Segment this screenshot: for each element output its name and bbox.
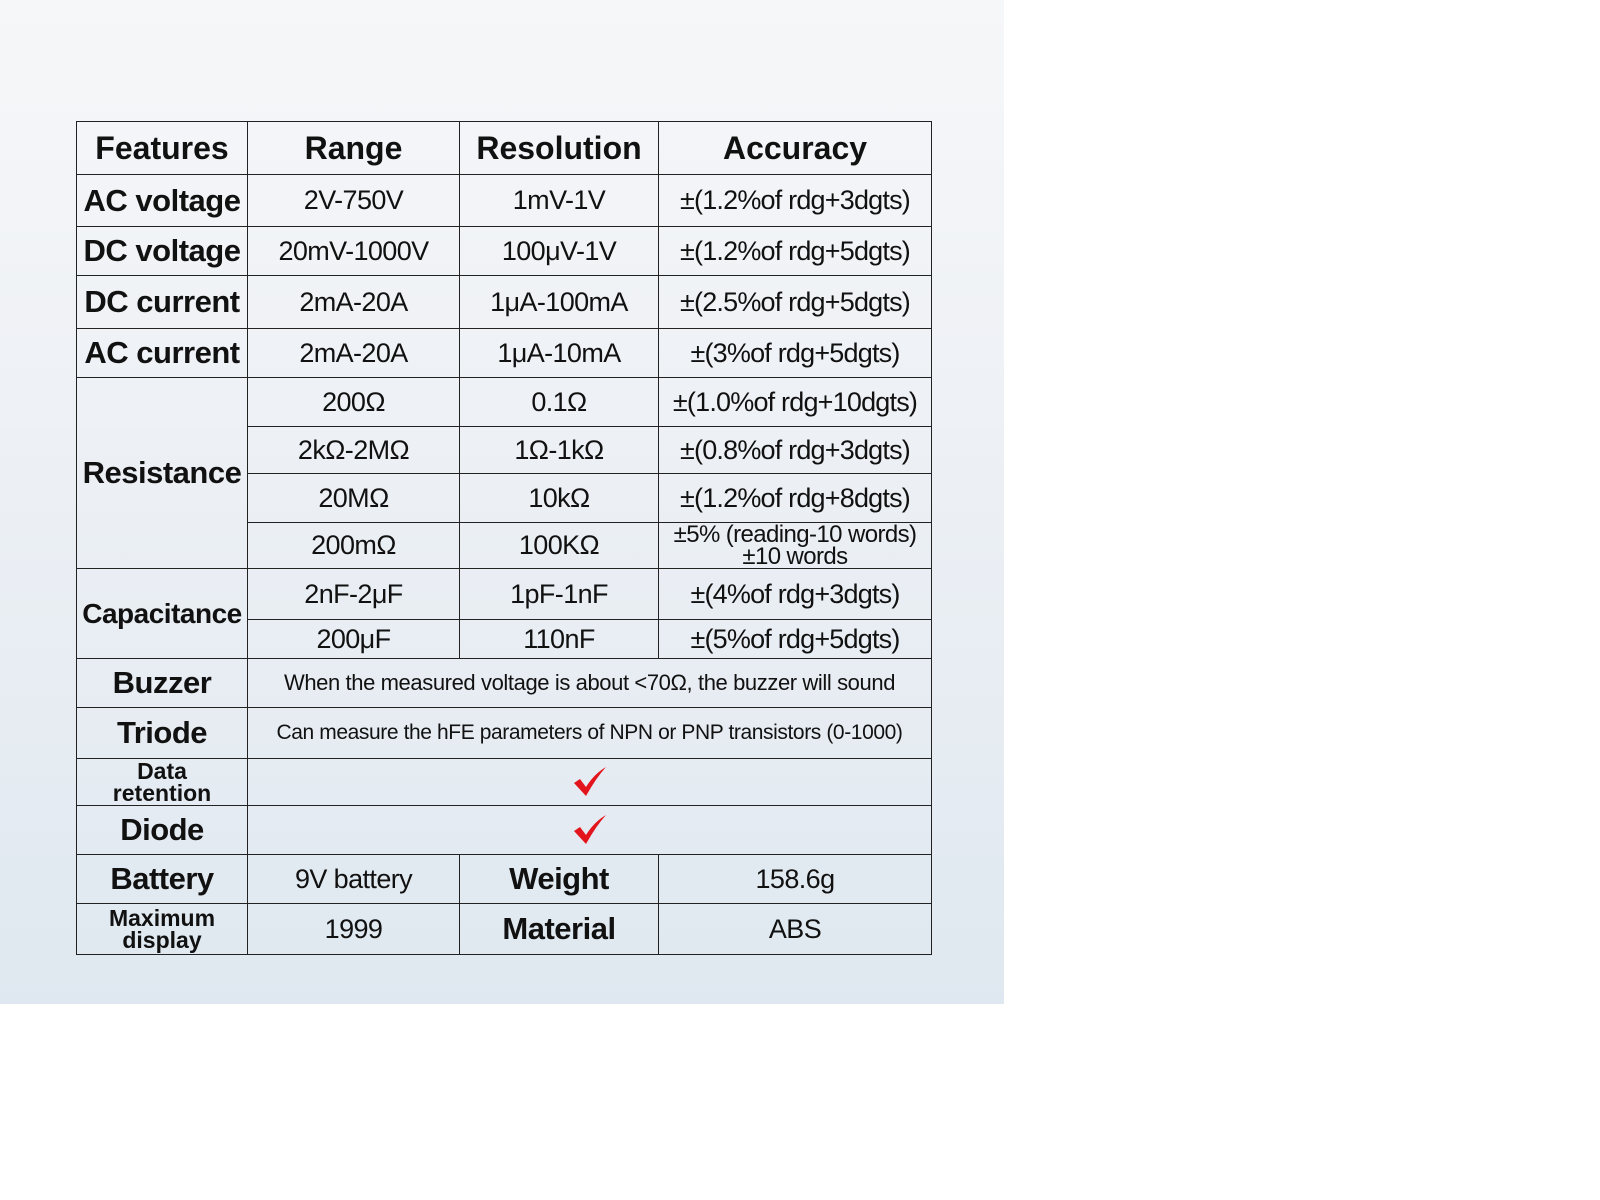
feature-line: Data [137, 758, 187, 784]
feature-dc-voltage: DC voltage [77, 227, 248, 276]
table-row [77, 329, 932, 378]
feature-line: Maximum [108, 905, 216, 931]
resolution-cell: 100μV-1V [460, 227, 659, 276]
table-header-row [77, 122, 932, 175]
resolution-cell: 110nF [460, 620, 659, 659]
range-cell: 20mV-1000V [248, 227, 460, 276]
feature-data-retention [77, 759, 248, 806]
resolution-cell: 10kΩ [460, 474, 659, 523]
range-cell: 2mA-20A [248, 329, 460, 378]
table-row [77, 659, 932, 708]
material-value: ABS [659, 904, 932, 955]
spec-table [76, 121, 932, 955]
accuracy-line: ±5% (reading-10 words) [673, 522, 917, 548]
resolution-cell: 1μA-10mA [460, 329, 659, 378]
resolution-cell: 1μA-100mA [460, 276, 659, 329]
accuracy-cell: ±(1.2%of rdg+3dgts) [659, 175, 932, 227]
accuracy-line: ±10 words [742, 542, 848, 569]
red-checkmark-icon [572, 814, 608, 846]
range-cell: 20MΩ [248, 474, 460, 523]
range-cell: 2mA-20A [248, 276, 460, 329]
feature-ac-current: AC current [77, 329, 248, 378]
accuracy-cell: ±(3%of rdg+5dgts) [659, 329, 932, 378]
material-label: Material [460, 904, 659, 955]
table-row [77, 276, 932, 329]
table-row [77, 855, 932, 904]
weight-value: 158.6g [659, 855, 932, 904]
accuracy-cell: ±(0.8%of rdg+3dgts) [659, 427, 932, 474]
table-row [77, 569, 932, 620]
max-display-value: 1999 [248, 904, 460, 955]
header-range: Range [248, 122, 460, 175]
accuracy-cell: ±(4%of rdg+3dgts) [659, 569, 932, 620]
accuracy-cell: ±(5%of rdg+5dgts) [659, 620, 932, 659]
range-cell: 200mΩ [248, 523, 460, 569]
resolution-cell: 1mV-1V [460, 175, 659, 227]
resolution-cell: 100KΩ [460, 523, 659, 569]
feature-diode: Diode [77, 806, 248, 855]
range-cell: 2V-750V [248, 175, 460, 227]
resolution-cell: 0.1Ω [460, 378, 659, 427]
range-cell: 200Ω [248, 378, 460, 427]
feature-battery: Battery [77, 855, 248, 904]
feature-maximum-display [77, 904, 248, 955]
diode-support [248, 806, 932, 855]
feature-triode: Triode [77, 708, 248, 759]
header-resolution: Resolution [460, 122, 659, 175]
buzzer-description: When the measured voltage is about <70Ω, the buzzer will sound [248, 659, 932, 708]
table-row [77, 759, 932, 806]
resolution-cell: 1Ω-1kΩ [460, 427, 659, 474]
feature-dc-current: DC current [77, 276, 248, 329]
table-row [77, 175, 932, 227]
header-features: Features [77, 122, 248, 175]
accuracy-cell: ±(1.0%of rdg+10dgts) [659, 378, 932, 427]
accuracy-cell [659, 523, 932, 569]
red-checkmark-icon [572, 766, 608, 798]
weight-label: Weight [460, 855, 659, 904]
table-row [77, 708, 932, 759]
feature-buzzer: Buzzer [77, 659, 248, 708]
range-cell: 2kΩ-2MΩ [248, 427, 460, 474]
triode-description: Can measure the hFE parameters of NPN or PNP transistors (0-1000) [248, 708, 932, 759]
feature-line: retention [112, 780, 212, 806]
range-cell: 200μF [248, 620, 460, 659]
table-row [77, 227, 932, 276]
feature-ac-voltage: AC voltage [77, 175, 248, 227]
feature-capacitance: Capacitance [77, 569, 248, 659]
range-cell: 2nF-2μF [248, 569, 460, 620]
header-accuracy: Accuracy [659, 122, 932, 175]
accuracy-cell: ±(2.5%of rdg+5dgts) [659, 276, 932, 329]
table-row [77, 904, 932, 955]
accuracy-cell: ±(1.2%of rdg+8dgts) [659, 474, 932, 523]
accuracy-cell: ±(1.2%of rdg+5dgts) [659, 227, 932, 276]
table-row [77, 806, 932, 855]
battery-value: 9V battery [248, 855, 460, 904]
feature-resistance: Resistance [77, 378, 248, 569]
resolution-cell: 1pF-1nF [460, 569, 659, 620]
table-row [77, 378, 932, 427]
feature-line: display [122, 927, 202, 953]
data-retention-support [248, 759, 932, 806]
